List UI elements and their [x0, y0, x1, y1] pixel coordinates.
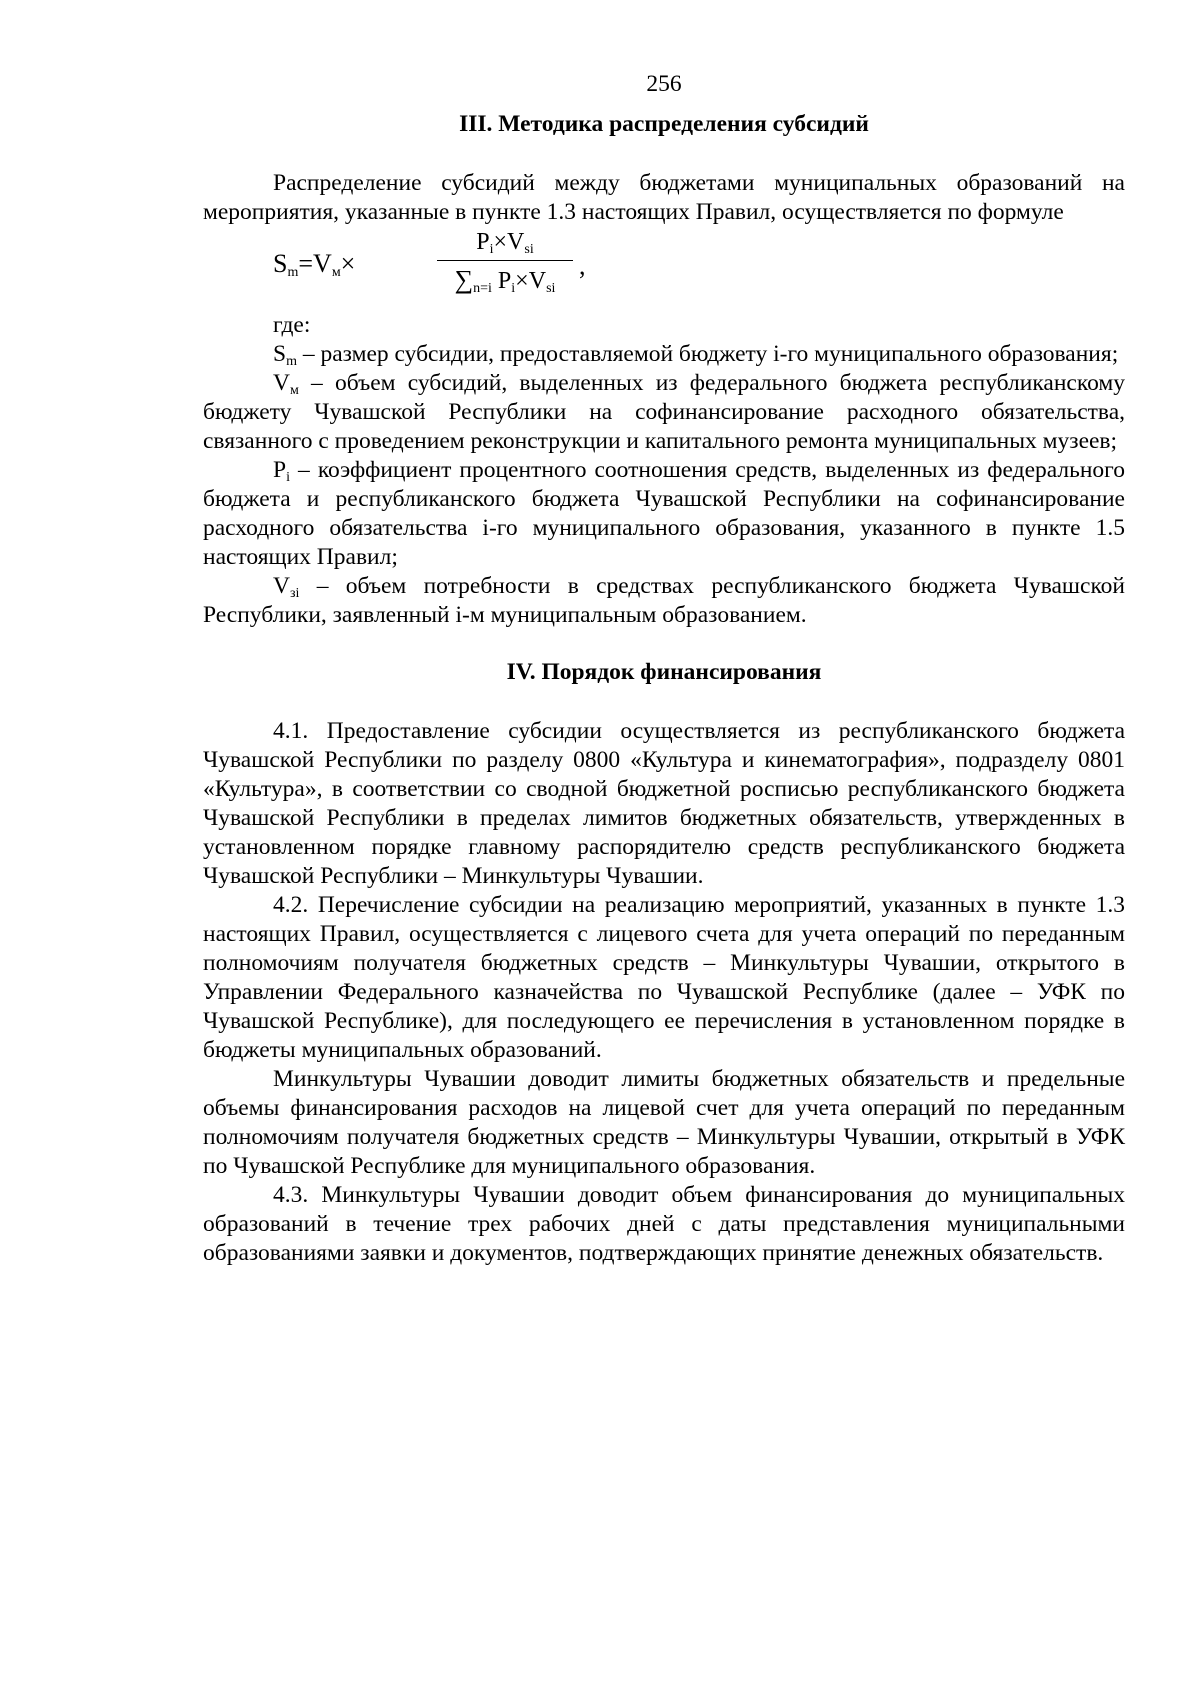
- section-3-intro: Распределение субсидий между бюджетами муниципальных образований на мероприятия, указанные в пункте 1.3 настоящих Правил, осуществляется по формуле: [203, 170, 1125, 225]
- page-number: 256: [646, 71, 682, 97]
- definition-vm: $V_м$ – объем субсидий, выделенных из федерального бюджета республиканскому бюджету Чувашской Республики на софинансирование расходного обязательства, связанного с проведением реконструкции и капитального ремонта муниципальных музеев;: [203, 370, 1125, 454]
- definition-pi: $P_i$ – коэффициент процентного соотношения средств, выделенных из федерального бюджета и республиканского бюджета Чувашской Республики на софинансирование расходного обязательства i-го муниципального образования, указанного в пункте 1.5 настоящих Правил;: [203, 457, 1125, 570]
- formula-var-v: V: [313, 249, 332, 278]
- formula-times: ×: [340, 249, 356, 278]
- formula-sub-v: м: [331, 265, 341, 280]
- formula-denominator: $\sum_{n=i}$ $P_i\times V_{si}$: [454, 265, 556, 296]
- section-3-title: III. Методика распределения субсидий: [459, 111, 869, 137]
- paragraph-4-1: 4.1. Предоставление субсидии осуществляется из республиканского бюджета Чувашской Республики по разделу 0800 «Культура и кинематография», подразделу 0801 «Культура», в соответствии со сводной бюджетной росписью республиканского бюджета Чувашской Республики в пределах лимитов бюджетных обязательств, утвержденных в установленном порядке главному распорядителю средств республиканского бюджета Чувашской Республики – Минкультуры Чувашии.: [203, 718, 1125, 889]
- formula-fraction: [441, 227, 569, 297]
- formula: [203, 227, 1125, 307]
- formula-comma: ,: [579, 251, 586, 280]
- formula-sub-m: m: [287, 265, 299, 280]
- definition-vzi: $V_{зi}$ – объем потребности в средствах республиканского бюджета Чувашской Республики, заявленный i-м муниципальным образованием.: [203, 573, 1125, 628]
- paragraph-4-2-continued: Минкультуры Чувашии доводит лимиты бюджетных обязательств и предельные объемы финансирования расходов на лицевой счет для учета операций по переданным полномочиям получателя бюджетных средств – Минкультуры Чувашии, открытый в УФК по Чувашской Республике для муниципального образования.: [203, 1066, 1125, 1179]
- definition-sm: $S_m$ – размер субсидии, предоставляемой бюджету i-го муниципального образования;: [273, 341, 1119, 369]
- paragraph-4-3: 4.3. Минкультуры Чувашии доводит объем финансирования до муниципальных образований в течение трех рабочих дней с даты представления муниципальными образованиями заявки и документов, подтверждающих принятие денежных обязательств.: [203, 1182, 1125, 1266]
- formula-fraction-bar: [437, 260, 573, 261]
- paragraph-4-2: 4.2. Перечисление субсидии на реализацию мероприятий, указанных в пункте 1.3 настоящих Правил, осуществляется с лицевого счета для учета операций по переданным полномочиям получателя бюджетных средств – Минкультуры Чувашии, открытого в Управлении Федерального казначейства по Чувашской Республике (далее – УФК по Чувашской Республике), для последующего ее перечисления в установленном порядке в бюджеты муниципальных образований.: [203, 892, 1125, 1063]
- formula-var-s: S: [273, 249, 288, 278]
- formula-equals: =: [298, 249, 314, 278]
- section-4-title: IV. Порядок финансирования: [506, 659, 822, 685]
- formula-numerator: $P_i\times V_{si}$: [476, 229, 534, 257]
- where-label: где:: [273, 312, 311, 338]
- formula-lhs: [273, 249, 355, 278]
